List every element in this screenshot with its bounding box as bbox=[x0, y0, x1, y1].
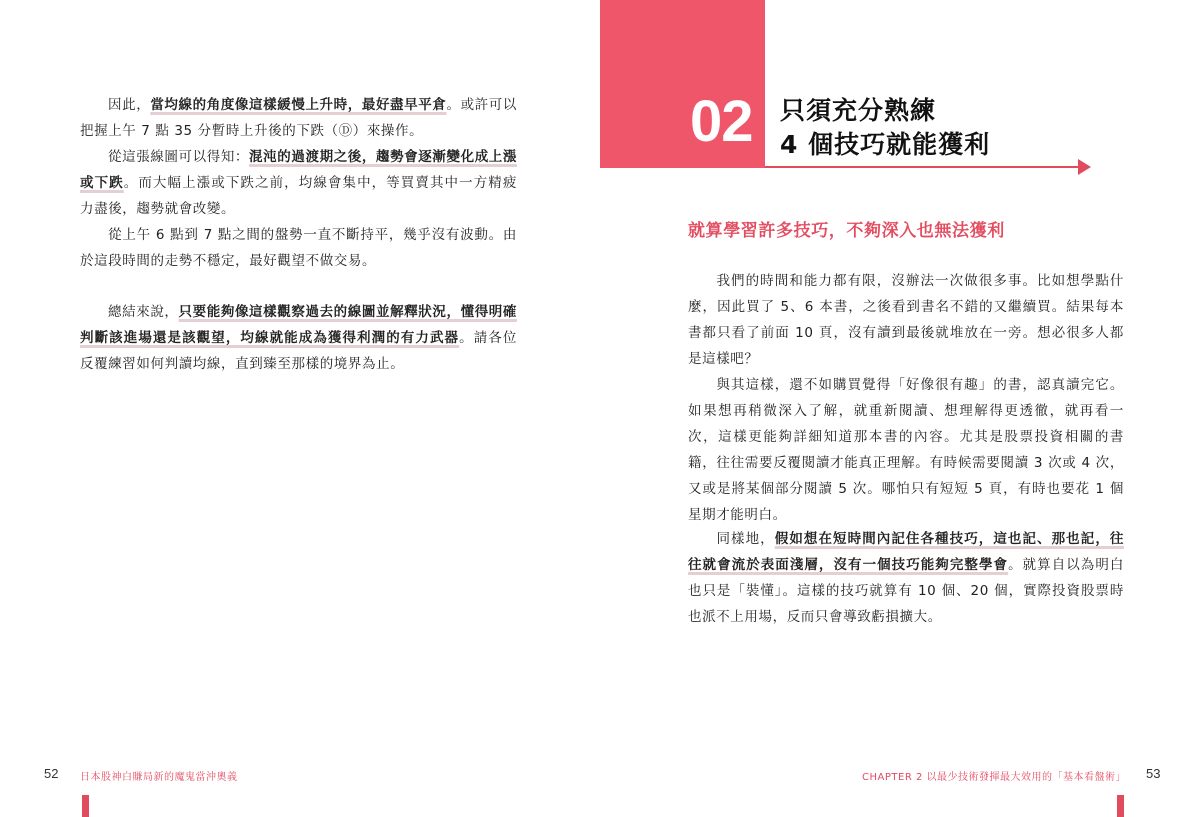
section-title-line: 4 個技巧就能獲利 bbox=[780, 130, 991, 159]
section-title bbox=[780, 94, 1080, 162]
page-number-right: 53 bbox=[1146, 766, 1161, 781]
emphasized-text: 當均線的角度像這樣緩慢上升時，最好盡早平倉 bbox=[150, 97, 447, 113]
body-paragraph bbox=[688, 526, 1124, 630]
text-run: 。請各位反覆練習如何判讀均線，直到臻至那樣的境界為止。 bbox=[80, 330, 517, 372]
emphasized-text: 假如想在短時間內記住各種技巧，這也記、那也記，往往就會流於表面淺層，沒有一個技巧能夠完整學會 bbox=[688, 531, 1124, 573]
body-paragraph bbox=[80, 92, 517, 144]
body-paragraph bbox=[688, 372, 1124, 528]
subheading: 就算學習許多技巧，不夠深入也無法獲利 bbox=[688, 221, 1005, 241]
body-paragraph bbox=[80, 299, 517, 377]
footer-book-title: 日本股神白賺局新的魔鬼當沖奧義 bbox=[80, 772, 238, 783]
text-run: 從這張線圖可以得知： bbox=[108, 149, 250, 165]
body-paragraph bbox=[688, 268, 1124, 372]
body-paragraph bbox=[80, 144, 517, 222]
text-run: 我們的時間和能力都有限，沒辦法一次做很多事。比如想學點什麼，因此買了 5、6 本書，之後看到書名不錯的又繼續買。結果每本書都只看了前面 10 頁，沒有讀到最後就堆放在一旁。想必很多人都是這樣吧？ bbox=[688, 273, 1124, 367]
text-run: 。或許可以把握上午 7 點 35 分暫時上升後的下跌（Ⓓ）來操作。 bbox=[80, 97, 517, 139]
page-number-left: 52 bbox=[44, 766, 59, 781]
text-run: 同樣地， bbox=[716, 531, 775, 547]
text-run: 總結來說， bbox=[108, 304, 179, 320]
emphasized-text: 混沌的過渡期之後，趨勢會逐漸變化成上漲或下跌 bbox=[80, 149, 518, 191]
arrow-right-icon bbox=[1078, 159, 1091, 175]
right-page bbox=[600, 0, 1200, 817]
emphasized-text: 只要能夠像這樣觀察過去的線圖並解釋狀況，懂得明確判斷該進場還是該觀望，均線就能成為獲得利潤的有力武器 bbox=[80, 304, 518, 346]
footer-marker-bar bbox=[82, 795, 89, 817]
text-run: 因此， bbox=[108, 97, 151, 113]
section-number: 02 bbox=[690, 89, 753, 154]
text-run: 。而大幅上漲或下跌之前，均線會集中，等買賣其中一方精疲力盡後，趨勢就會改變。 bbox=[80, 175, 517, 217]
text-run: 與其這樣，還不如購買覺得「好像很有趣」的書，認真讀完它。如果想再稍微深入了解，就重新閱讀、想理解得更透徹，就再看一次，這樣更能夠詳細知道那本書的內容。尤其是股票投資相關的書籍，往往需要反覆閱讀才能真正理解。有時候需要閱讀 3 次或 4 次，又或是將某個部分閱讀 5 次。哪怕只有短短 5 頁，有時也要花 1 個星期才能明白。 bbox=[688, 377, 1124, 523]
section-title-line: 只須充分熟練 bbox=[780, 96, 937, 125]
footer-chapter-title: CHAPTER 2 以最少技術發揮最大效用的「基本看盤術」 bbox=[862, 772, 1126, 783]
text-run: 。就算自以為明白也只是「裝懂」。這樣的技巧就算有 10 個、20 個，實際投資股票時也派不上用場，反而只會導致虧損擴大。 bbox=[688, 557, 1124, 625]
text-run: 從上午 6 點到 7 點之間的盤勢一直不斷持平，幾乎沒有波動。由於這段時間的走勢不穩定，最好觀望不做交易。 bbox=[80, 227, 517, 269]
footer-marker-bar bbox=[1117, 795, 1124, 817]
body-paragraph bbox=[80, 222, 517, 274]
arrow-line bbox=[765, 166, 1087, 168]
